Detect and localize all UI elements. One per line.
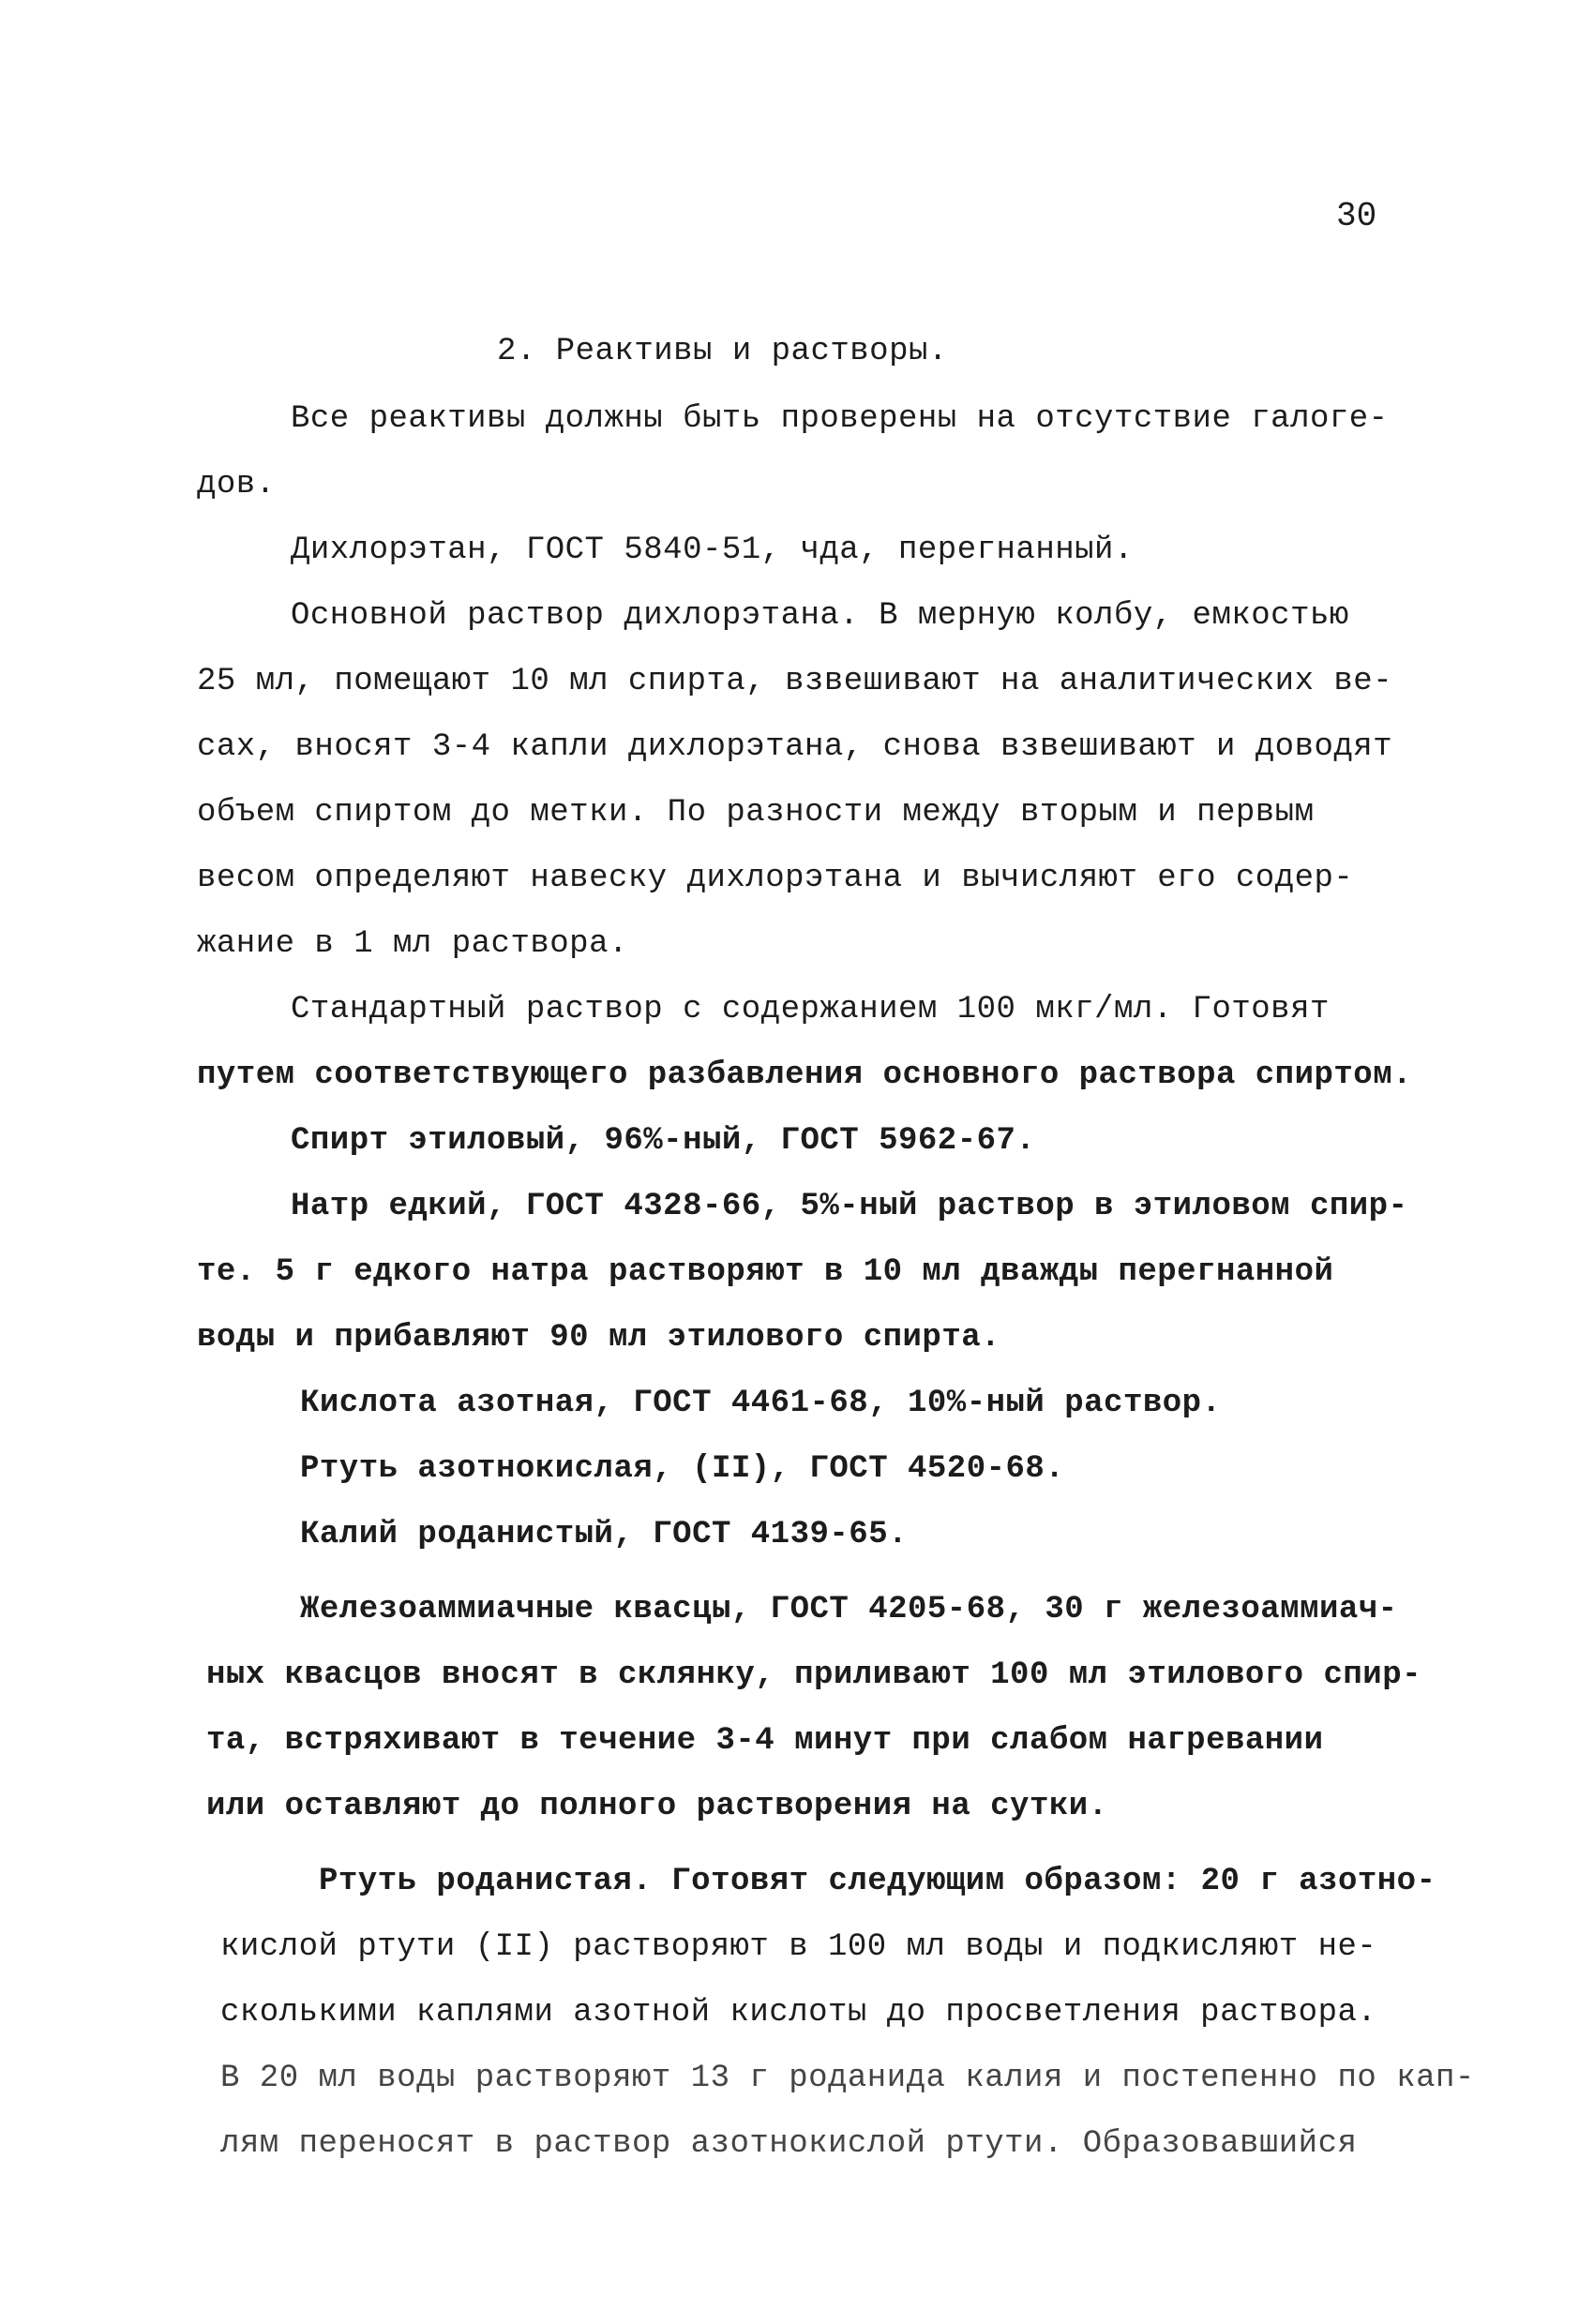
text-line: те. 5 г едкого натра растворяют в 10 мл дважды перегнанной: [197, 1254, 1334, 1290]
text-line: та, встряхивают в течение 3-4 минут при слабом нагревании: [206, 1723, 1324, 1759]
text-line: или оставляют до полного растворения на сутки.: [206, 1789, 1108, 1824]
text-line: ных квасцов вносят в склянку, приливают 100 мл этилового спир-: [206, 1657, 1422, 1693]
text-line: сах, вносят 3-4 капли дихлорэтана, снова взвешивают и доводят: [197, 729, 1393, 765]
text-line: Основной раствор дихлорэтана. В мерную колбу, емкостью: [291, 598, 1349, 634]
text-line: 25 мл, помещают 10 мл спирта, взвешивают на аналитических ве-: [197, 664, 1393, 699]
text-line: В 20 мл воды растворяют 13 г роданида калия и постепенно по кап-: [220, 2061, 1475, 2096]
text-line: воды и прибавляют 90 мл этилового спирта.: [197, 1320, 1001, 1356]
text-line: Натр едкий, ГОСТ 4328-66, 5%-ный раствор в этиловом спир-: [291, 1189, 1408, 1224]
text-line: жание в 1 мл раствора.: [197, 926, 628, 962]
text-line: кислой ртути (II) растворяют в 100 мл воды и подкисляют не-: [220, 1929, 1377, 1965]
text-line: Железоаммиачные квасцы, ГОСТ 4205-68, 30 г железоаммиач-: [300, 1592, 1398, 1627]
text-line: Спирт этиловый, 96%-ный, ГОСТ 5962-67.: [291, 1123, 1036, 1159]
text-line: лям переносят в раствор азотнокислой ртути. Образовавшийся: [220, 2126, 1358, 2162]
text-line: Дихлорэтан, ГОСТ 5840-51, чда, перегнанный.: [291, 532, 1134, 568]
page-number: 30: [1336, 197, 1377, 235]
text-line: Все реактивы должны быть проверены на отсутствие галоге-: [291, 401, 1389, 437]
text-line: объем спиртом до метки. По разности между вторым и первым: [197, 795, 1315, 831]
text-line: Стандартный раствор с содержанием 100 мкг/мл. Готовят: [291, 992, 1330, 1027]
text-line: весом определяют навеску дихлорэтана и вычисляют его содер-: [197, 861, 1354, 896]
text-line: Калий роданистый, ГОСТ 4139-65.: [300, 1517, 909, 1552]
text-line: сколькими каплями азотной кислоты до просветления раствора.: [220, 1995, 1377, 2031]
text-line: путем соответствующего разбавления основного раствора спиртом.: [197, 1057, 1413, 1093]
text-line: Ртуть роданистая. Готовят следующим образом: 20 г азотно-: [319, 1864, 1436, 1899]
section-heading: 2. Реактивы и растворы.: [497, 334, 948, 369]
text-line: дов.: [197, 467, 276, 502]
text-line: Ртуть азотнокислая, (II), ГОСТ 4520-68.: [300, 1451, 1065, 1487]
text-line: Кислота азотная, ГОСТ 4461-68, 10%-ный раствор.: [300, 1386, 1222, 1421]
